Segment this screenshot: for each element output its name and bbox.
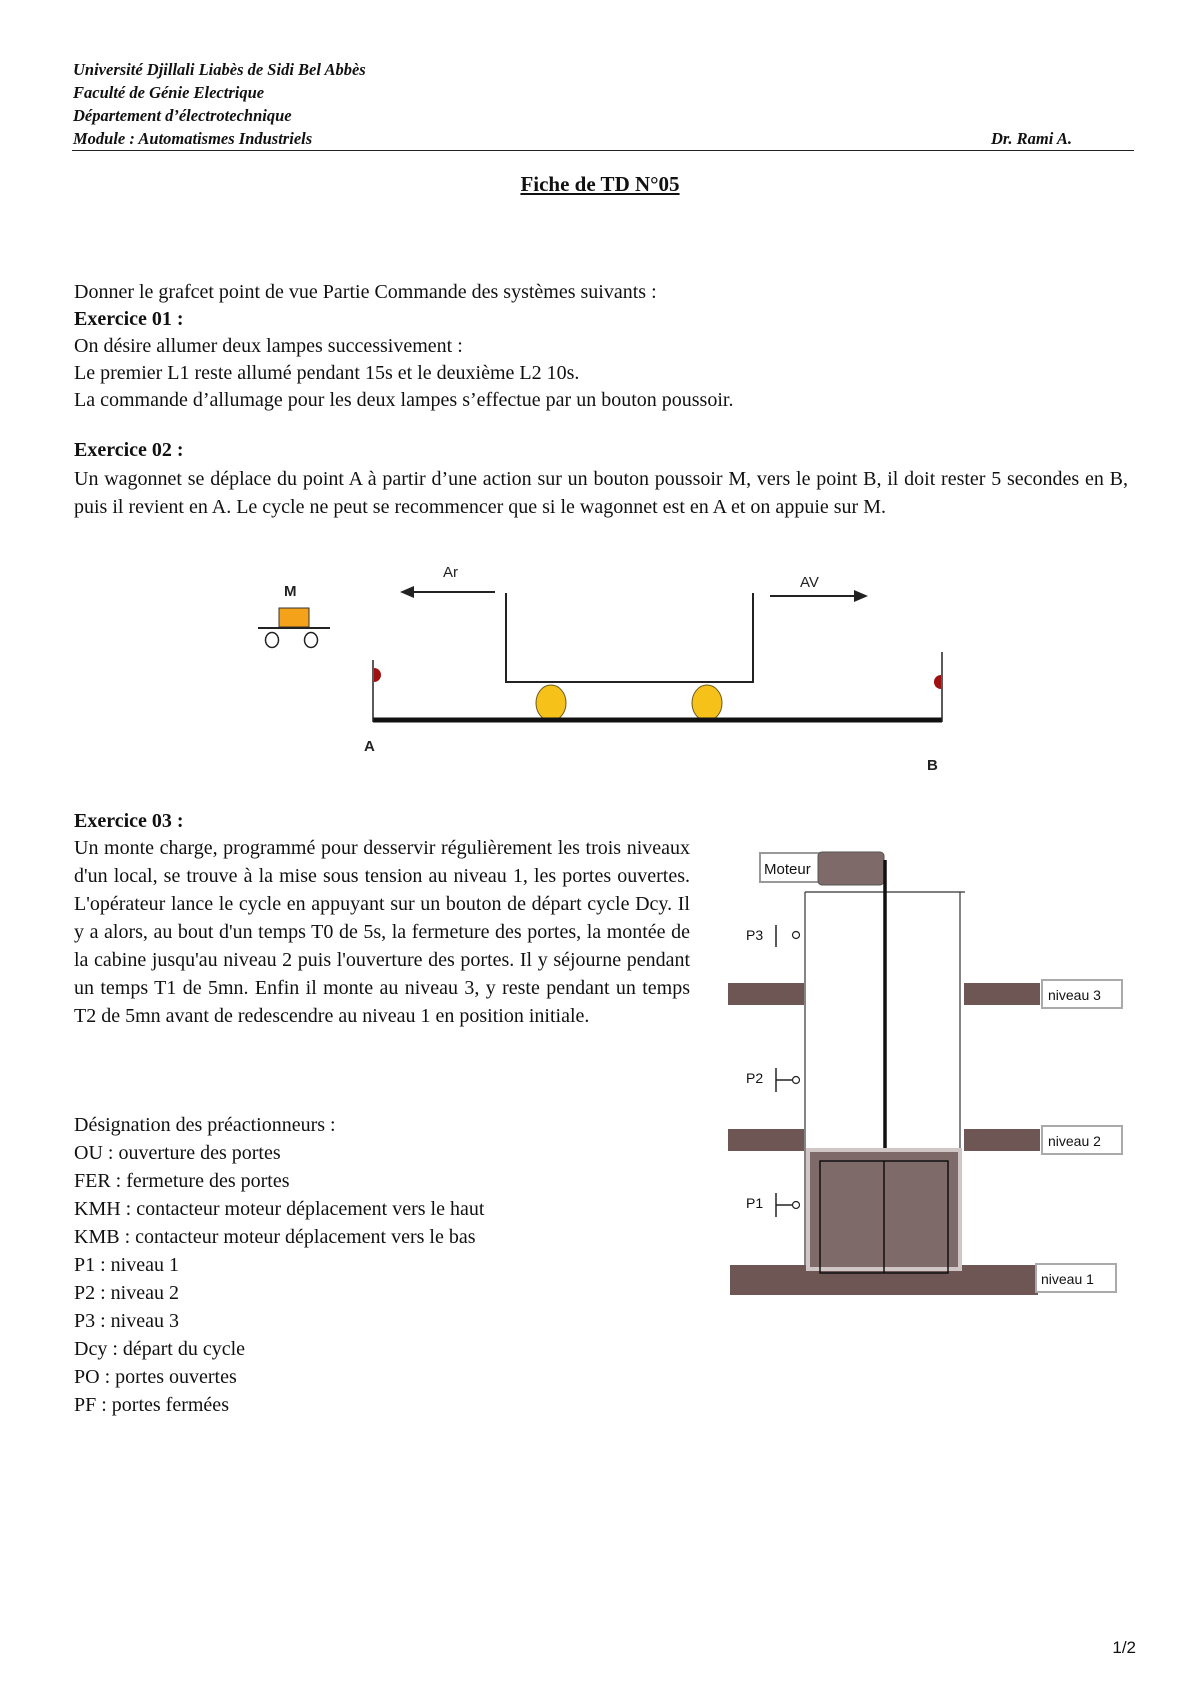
ex3-heading: Exercice 03 : [74,810,184,832]
arrow-ar-head-icon [400,586,414,598]
faculty-name: Faculté de Génie Electrique [73,83,265,102]
page-title: Fiche de TD N°05 [520,172,680,196]
list-item: OU : ouverture des portes [74,1142,281,1164]
point-b-label: B [927,757,938,774]
arrow-ar-label: Ar [443,564,458,581]
ex1-line: La commande d’allumage pour les deux lampes s’effectue par un bouton poussoir. [74,389,734,411]
ex2-heading: Exercice 02 : [74,439,184,461]
ex1-line: Le premier L1 reste allumé pendant 15s et le deuxième L2 10s. [74,362,580,384]
floor-3-right [964,983,1040,1005]
list-item: P1 : niveau 1 [74,1254,179,1276]
push-button-m [279,608,309,627]
author-name: Dr. Rami A. [991,129,1072,148]
intro-text: Donner le grafcet point de vue Partie Commande des systèmes suivants : [74,281,657,303]
designation-title: Désignation des préactionneurs : [74,1114,336,1136]
motor-label: Moteur [764,861,811,878]
wagon-wheel-icon [536,685,566,721]
limit-switch-b-icon [934,675,941,689]
button-m-label: M [284,583,297,600]
sensor-p1-contact-icon [793,1202,800,1209]
motor-block [818,852,884,885]
ex3-text: Un monte charge, programmé pour desservir régulièrement les trois niveaux d'un local, se trouve à la mise sous tension au niveau 1, les portes ouvertes. L'opérateur lance le cycle en appuyant sur un bouton de départ cycle Dcy. Il y a alors, au bout d'un temps T0 de 5s, la fermeture des portes, la montée de la cabine jusqu'au niveau 2 puis l'ouverture des portes. Il y séjourne pendant un temps T1 de 5mn. Enfin il monte au niveau 3, y reste pendant un temps T2 de 5mn avant de redescendre au niveau 1 en position initiale. [74,837,690,1027]
level-2-label: niveau 2 [1048,1133,1101,1149]
floor-2-right [964,1129,1040,1151]
wagon-wheel-icon [692,685,722,721]
ex1-line: On désire allumer deux lampes successivement : [74,335,463,357]
level-3-label: niveau 3 [1048,987,1101,1003]
list-item: PF : portes fermées [74,1394,229,1416]
level-1-label: niveau 1 [1041,1271,1094,1287]
arrow-av-head-icon [854,590,868,602]
button-contact-icon [305,633,318,648]
floor-2-left [728,1129,804,1151]
list-item: KMB : contacteur moteur déplacement vers le bas [74,1226,476,1248]
page-number: 1/2 [1112,1638,1136,1657]
arrow-av-label: AV [800,574,819,591]
list-item: P2 : niveau 2 [74,1282,179,1304]
designation-list [74,1111,484,1419]
list-item: Dcy : départ du cycle [74,1338,246,1360]
module-name: Module : Automatismes Industriels [73,129,313,148]
sensor-p2-contact-icon [793,1077,800,1084]
list-item: P3 : niveau 3 [74,1310,179,1332]
limit-switch-a-icon [374,668,381,682]
lift-diagram [720,840,1140,1300]
department-name: Département d’électrotechnique [73,106,292,125]
list-item: PO : portes ouvertes [74,1366,237,1388]
sensor-p3-label: P3 [746,927,764,943]
list-item: KMH : contacteur moteur déplacement vers le haut [74,1198,485,1220]
sensor-p2-label: P2 [746,1070,764,1086]
ex1-heading: Exercice 01 : [74,308,184,330]
wagon-diagram [0,560,1200,820]
header-rule [72,150,1134,151]
wagon-body [506,593,753,682]
point-a-label: A [364,738,375,755]
sensor-p1-label: P1 [746,1195,764,1211]
floor-3-left [728,983,804,1005]
button-contact-icon [266,633,279,648]
list-item: FER : fermeture des portes [74,1170,290,1192]
ex2-text: Un wagonnet se déplace du point A à partir d’une action sur un bouton poussoir M, vers le point B, il doit rester 5 secondes en B, puis il revient en A. Le cycle ne peut se recommencer que si le wagonnet est en A et on appuie sur M. [74,468,1128,518]
sensor-p3-contact-icon [793,932,800,939]
university-name: Université Djillali Liabès de Sidi Bel Abbès [73,60,366,79]
